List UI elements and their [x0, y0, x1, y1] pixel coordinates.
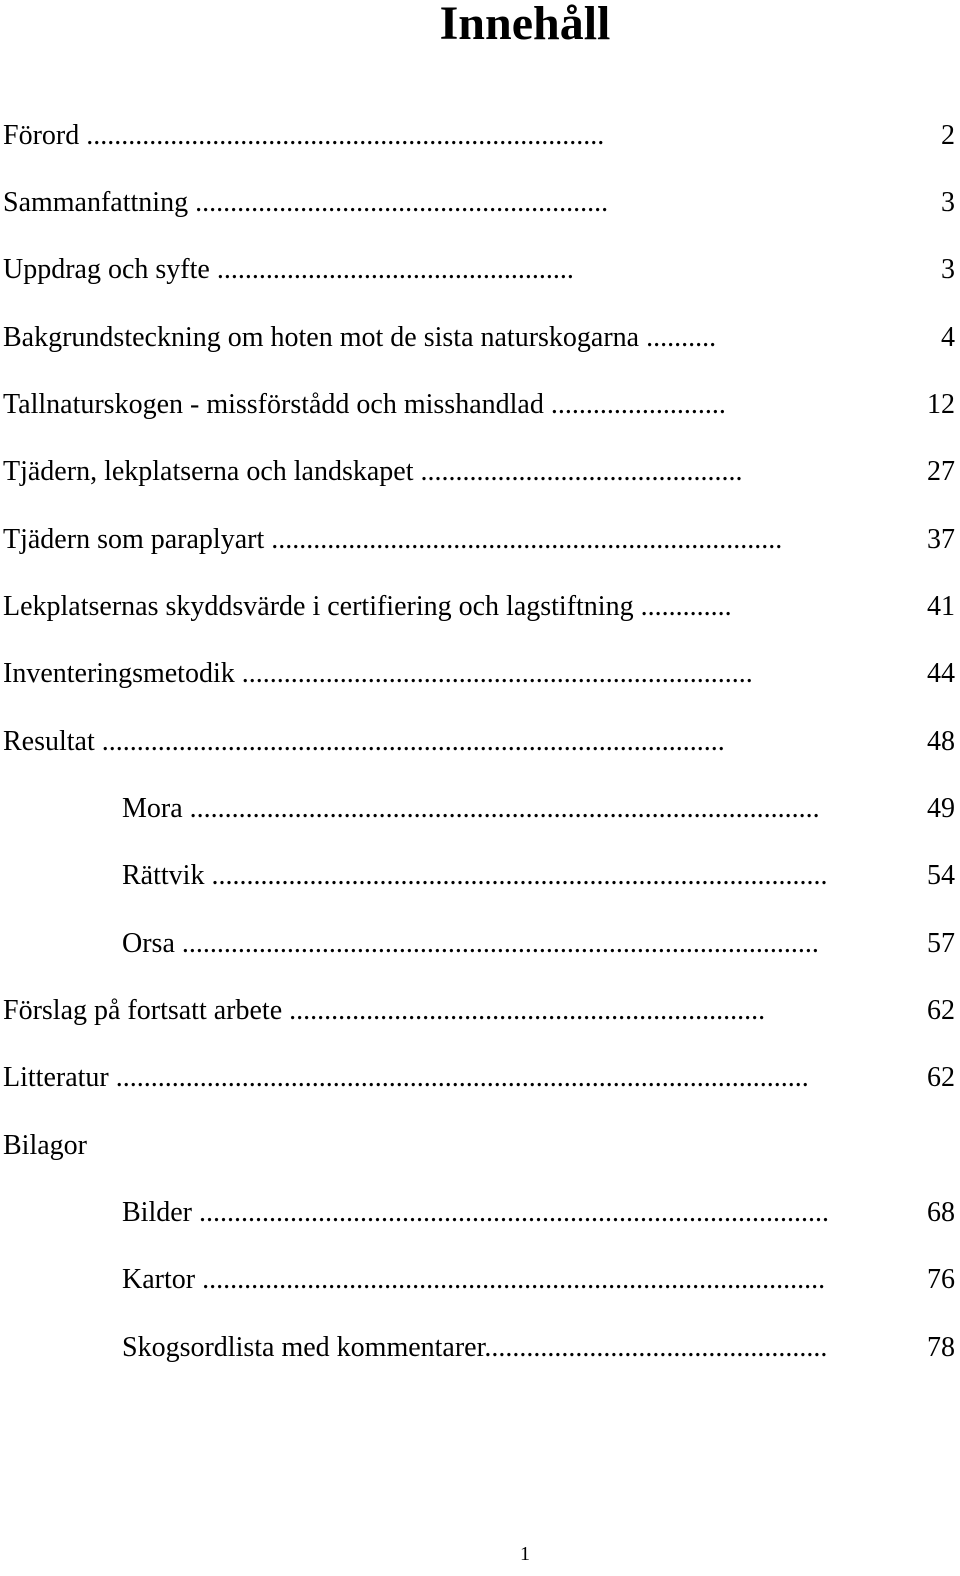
toc-entry-label: Förord ..........................................................................	[3, 120, 605, 151]
toc-entry-label: Orsa ...........................................................................................	[122, 928, 819, 959]
toc-entry-page: 2	[941, 120, 955, 151]
toc-row-resultat	[0, 724, 960, 760]
toc-section-heading: Bilagor	[3, 1130, 87, 1161]
toc-entry-label: Inventeringsmetodik .........................................................................	[3, 658, 753, 689]
toc-entry-page: 48	[927, 726, 955, 757]
toc-entry-label: Sammanfattning ...........................................................	[3, 187, 609, 218]
toc-entry-label: Litteratur ...................................................................................................	[3, 1062, 809, 1093]
page-title: Innehåll	[439, 0, 611, 50]
toc-entry-page: 27	[927, 456, 955, 487]
toc-entry-label: Bakgrundsteckning om hoten mot de sista naturskogarna ..........	[3, 322, 717, 353]
toc-entry-label: Mora ..........................................................................................	[122, 793, 820, 824]
toc-entry-label: Resultat .........................................................................................	[3, 726, 725, 757]
toc-row-inventeringsmetodik	[0, 656, 960, 692]
toc-entry-page: 76	[927, 1264, 955, 1295]
toc-entry-page: 12	[927, 389, 955, 420]
toc-row-bakgrund	[0, 320, 960, 356]
page-number: 1	[520, 1543, 530, 1565]
toc-entry-label: Tjädern, lekplatserna och landskapet ..............................................	[3, 456, 743, 487]
toc-row-orsa	[0, 926, 960, 962]
toc-entry-label: Skogsordlista med kommentarer.................................................	[122, 1332, 828, 1363]
toc-row-uppdrag	[0, 252, 960, 288]
toc-entry-label: Rättvik ........................................................................................	[122, 860, 828, 891]
toc-entry-page: 62	[927, 995, 955, 1026]
toc-row-litteratur	[0, 1060, 960, 1096]
toc-row-forslag	[0, 993, 960, 1029]
toc-entry-page: 62	[927, 1062, 955, 1093]
toc-row-paraplyart	[0, 522, 960, 558]
toc-row-mora	[0, 791, 960, 827]
toc-entry-label: Tjädern som paraplyart .........................................................................	[3, 524, 783, 555]
toc-row-bilagor	[0, 1128, 960, 1164]
toc-row-skogsordlista	[0, 1330, 960, 1366]
toc-entry-page: 41	[927, 591, 955, 622]
toc-row-forord	[0, 118, 960, 154]
toc-entry-label: Lekplatsernas skyddsvärde i certifiering och lagstiftning .............	[3, 591, 732, 622]
toc-row-rattvik	[0, 858, 960, 894]
toc-entry-page: 49	[927, 793, 955, 824]
toc-row-tjadern-lekplatserna	[0, 454, 960, 490]
toc-row-sammanfattning	[0, 185, 960, 221]
toc-entry-label: Kartor .........................................................................................	[122, 1264, 826, 1295]
toc-entry-page: 4	[941, 322, 955, 353]
toc-row-tallnaturskogen	[0, 387, 960, 423]
toc-entry-page: 68	[927, 1197, 955, 1228]
toc-entry-label: Förslag på fortsatt arbete ....................................................................	[3, 995, 766, 1026]
toc-entry-label: Tallnaturskogen - missförstådd och misshandlad .........................	[3, 389, 726, 420]
toc-row-bilder	[0, 1195, 960, 1231]
toc-row-skyddsvarde	[0, 589, 960, 625]
toc-entry-page: 3	[941, 187, 955, 218]
toc-entry-label: Uppdrag och syfte ...................................................	[3, 254, 574, 285]
toc-entry-page: 57	[927, 928, 955, 959]
toc-entry-page: 78	[927, 1332, 955, 1363]
toc-row-kartor	[0, 1262, 960, 1298]
toc-entry-page: 54	[927, 860, 955, 891]
toc-entry-page: 37	[927, 524, 955, 555]
toc-entry-page: 3	[941, 254, 955, 285]
toc-entry-label: Bilder ..........................................................................................	[122, 1197, 829, 1228]
toc-entry-page: 44	[927, 658, 955, 689]
